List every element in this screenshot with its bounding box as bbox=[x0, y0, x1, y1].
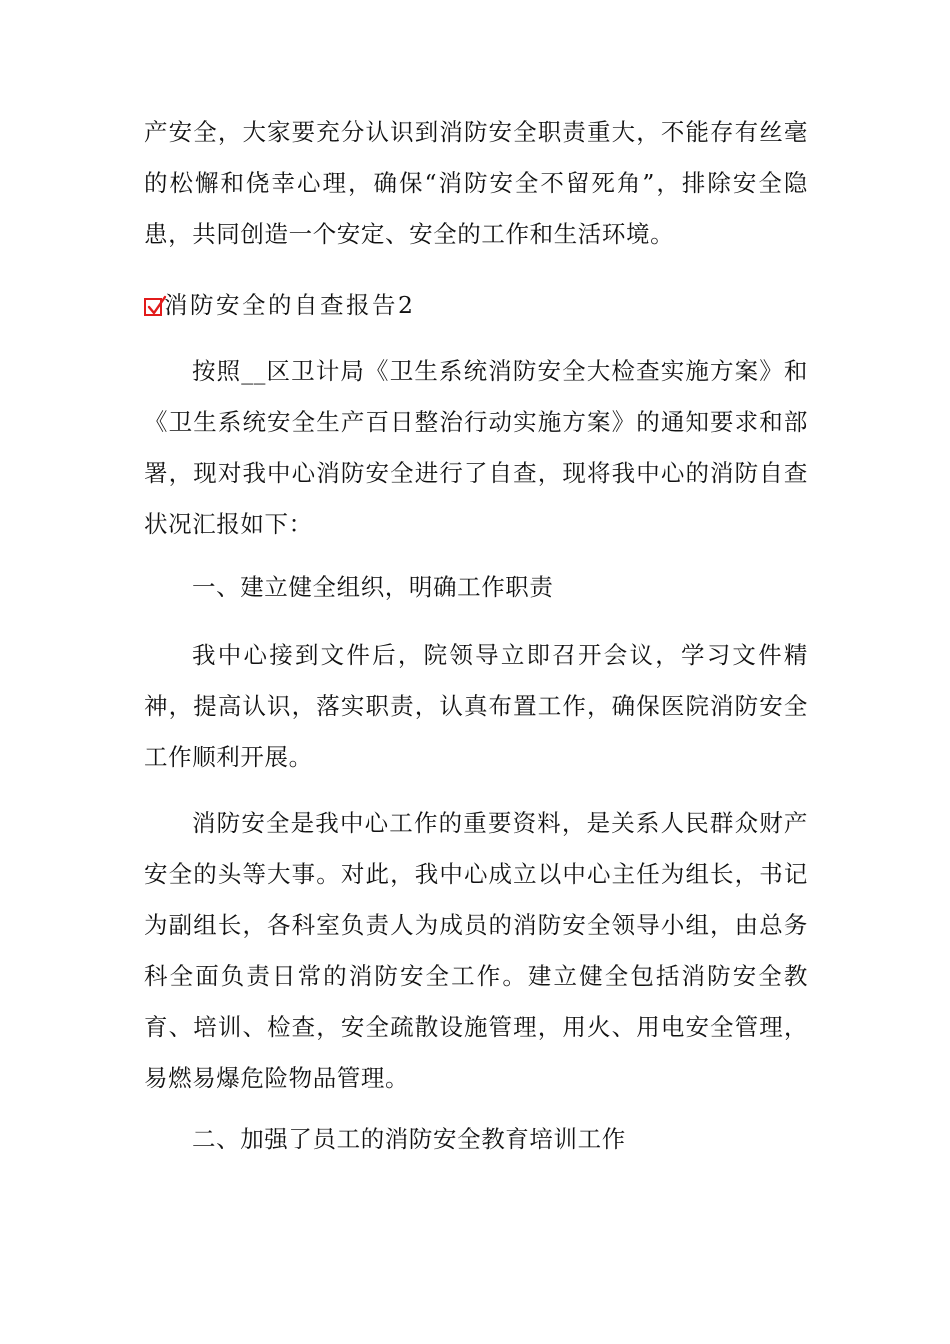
paragraph-intro-continuation: 产安全，大家要充分认识到消防安全职责重大，不能存有丝毫的松懈和侥幸心理，确保“消防安全不留死角”，排除安全隐患，共同创造一个安定、安全的工作和生活环境。 bbox=[144, 118, 808, 248]
subheading-organization: 一、建立健全组织，明确工作职责 bbox=[192, 573, 554, 601]
paragraph-meeting: 我中心接到文件后，院领导立即召开会议，学习文件精神，提高认识，落实职责，认真布置工作，确保医院消防安全工作顺利开展。 bbox=[144, 641, 808, 771]
subheading-training: 二、加强了员工的消防安全教育培训工作 bbox=[192, 1125, 626, 1153]
section-heading-title: 消防安全的自查报告2 bbox=[164, 291, 416, 319]
checkbox-checked-icon bbox=[144, 298, 162, 316]
paragraph-leadership-group: 消防安全是我中心工作的重要资料，是关系人民群众财产安全的头等大事。对此，我中心成立以中心主任为组长，书记为副组长，各科室负责人为成员的消防安全领导小组，由总务科全面负责日常的消防安全工作。建立健全包括消防安全教育、培训、检查，安全疏散设施管理，用火、用电安全管理，易燃易爆危险物品管理。 bbox=[144, 809, 808, 1092]
section-heading bbox=[144, 283, 415, 323]
paragraph-inspection-basis: 按照__区卫计局《卫生系统消防安全大检查实施方案》和《卫生系统安全生产百日整治行动实施方案》的通知要求和部署，现对我中心消防安全进行了自查，现将我中心的消防自查状况汇报如下： bbox=[144, 357, 808, 538]
